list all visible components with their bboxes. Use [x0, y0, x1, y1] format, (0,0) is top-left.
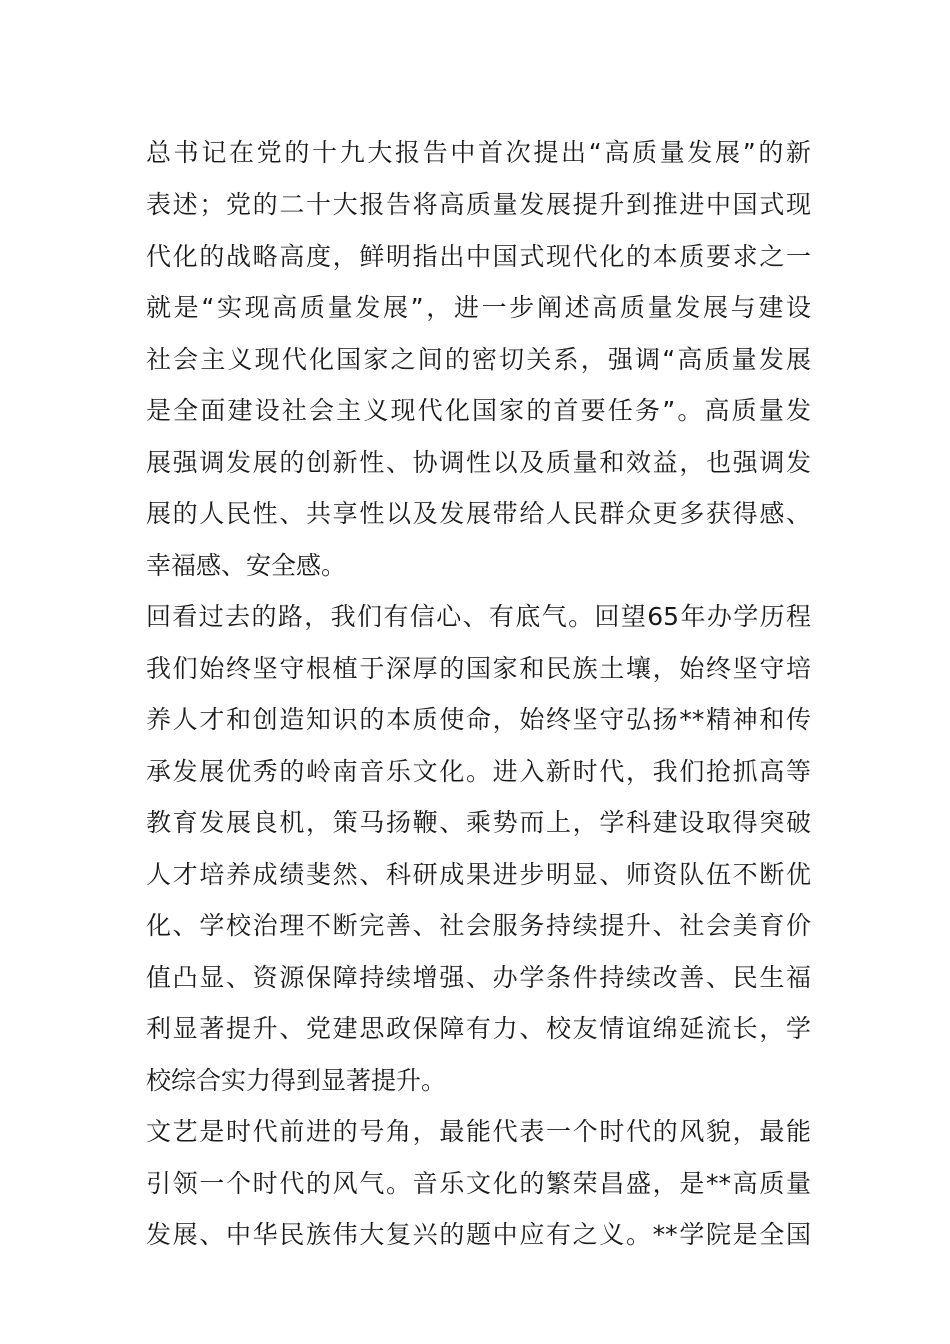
text-line: 是全面建设社会主义现代化国家的首要任务”。高质量发 — [146, 396, 811, 425]
text-line: 发展、中华民族伟大复兴的题中应有之义。**学院是全国 — [146, 1220, 811, 1249]
text-line: 养人才和创造知识的本质使命，始终坚守弘扬**精神和传 — [146, 705, 811, 734]
text-line: 校综合实力得到显著提升。 — [146, 1066, 447, 1095]
text-line: 表述；党的二十大报告将高质量发展提升到推进中国式现 — [146, 190, 811, 219]
text-line: 就是“实现高质量发展”，进一步阐述高质量发展与建设 — [146, 293, 811, 322]
text-line: 承发展优秀的岭南音乐文化。进入新时代，我们抢抓高等 — [146, 757, 811, 786]
text-line: 我们始终坚守根植于深厚的国家和民族土壤，始终坚守培 — [146, 654, 811, 683]
text-line: 人才培养成绩斐然、科研成果进步明显、师资队伍不断优 — [146, 860, 811, 889]
text-line: 值凸显、资源保障持续增强、办学条件持续改善、民生福 — [146, 963, 811, 992]
text-line: 化、学校治理不断完善、社会服务持续提升、社会美育价 — [146, 911, 811, 940]
text-line: 代化的战略高度，鲜明指出中国式现代化的本质要求之一 — [146, 242, 811, 271]
text-line: 展的人民性、共享性以及发展带给人民群众更多获得感、 — [146, 499, 811, 528]
text-line: 幸福感、安全感。 — [146, 551, 347, 580]
text-line: 教育发展良机，策马扬鞭、乘势而上，学科建设取得突破 — [146, 808, 811, 837]
text-line: 引领一个时代的风气。音乐文化的繁荣昌盛，是**高质量 — [146, 1169, 811, 1198]
text-line: 展强调发展的创新性、协调性以及质量和效益，也强调发 — [146, 448, 811, 477]
text-line: 文艺是时代前进的号角，最能代表一个时代的风貌，最能 — [146, 1117, 811, 1146]
text-line: 总书记在党的十九大报告中首次提出“高质量发展”的新 — [146, 138, 811, 167]
text-line: 回看过去的路，我们有信心、有底气。回望65年办学历程 — [146, 602, 811, 631]
text-line: 社会主义现代化国家之间的密切关系，强调“高质量发展 — [146, 345, 811, 374]
text-line: 利显著提升、党建思政保障有力、校友情谊绵延流长，学 — [146, 1014, 811, 1043]
